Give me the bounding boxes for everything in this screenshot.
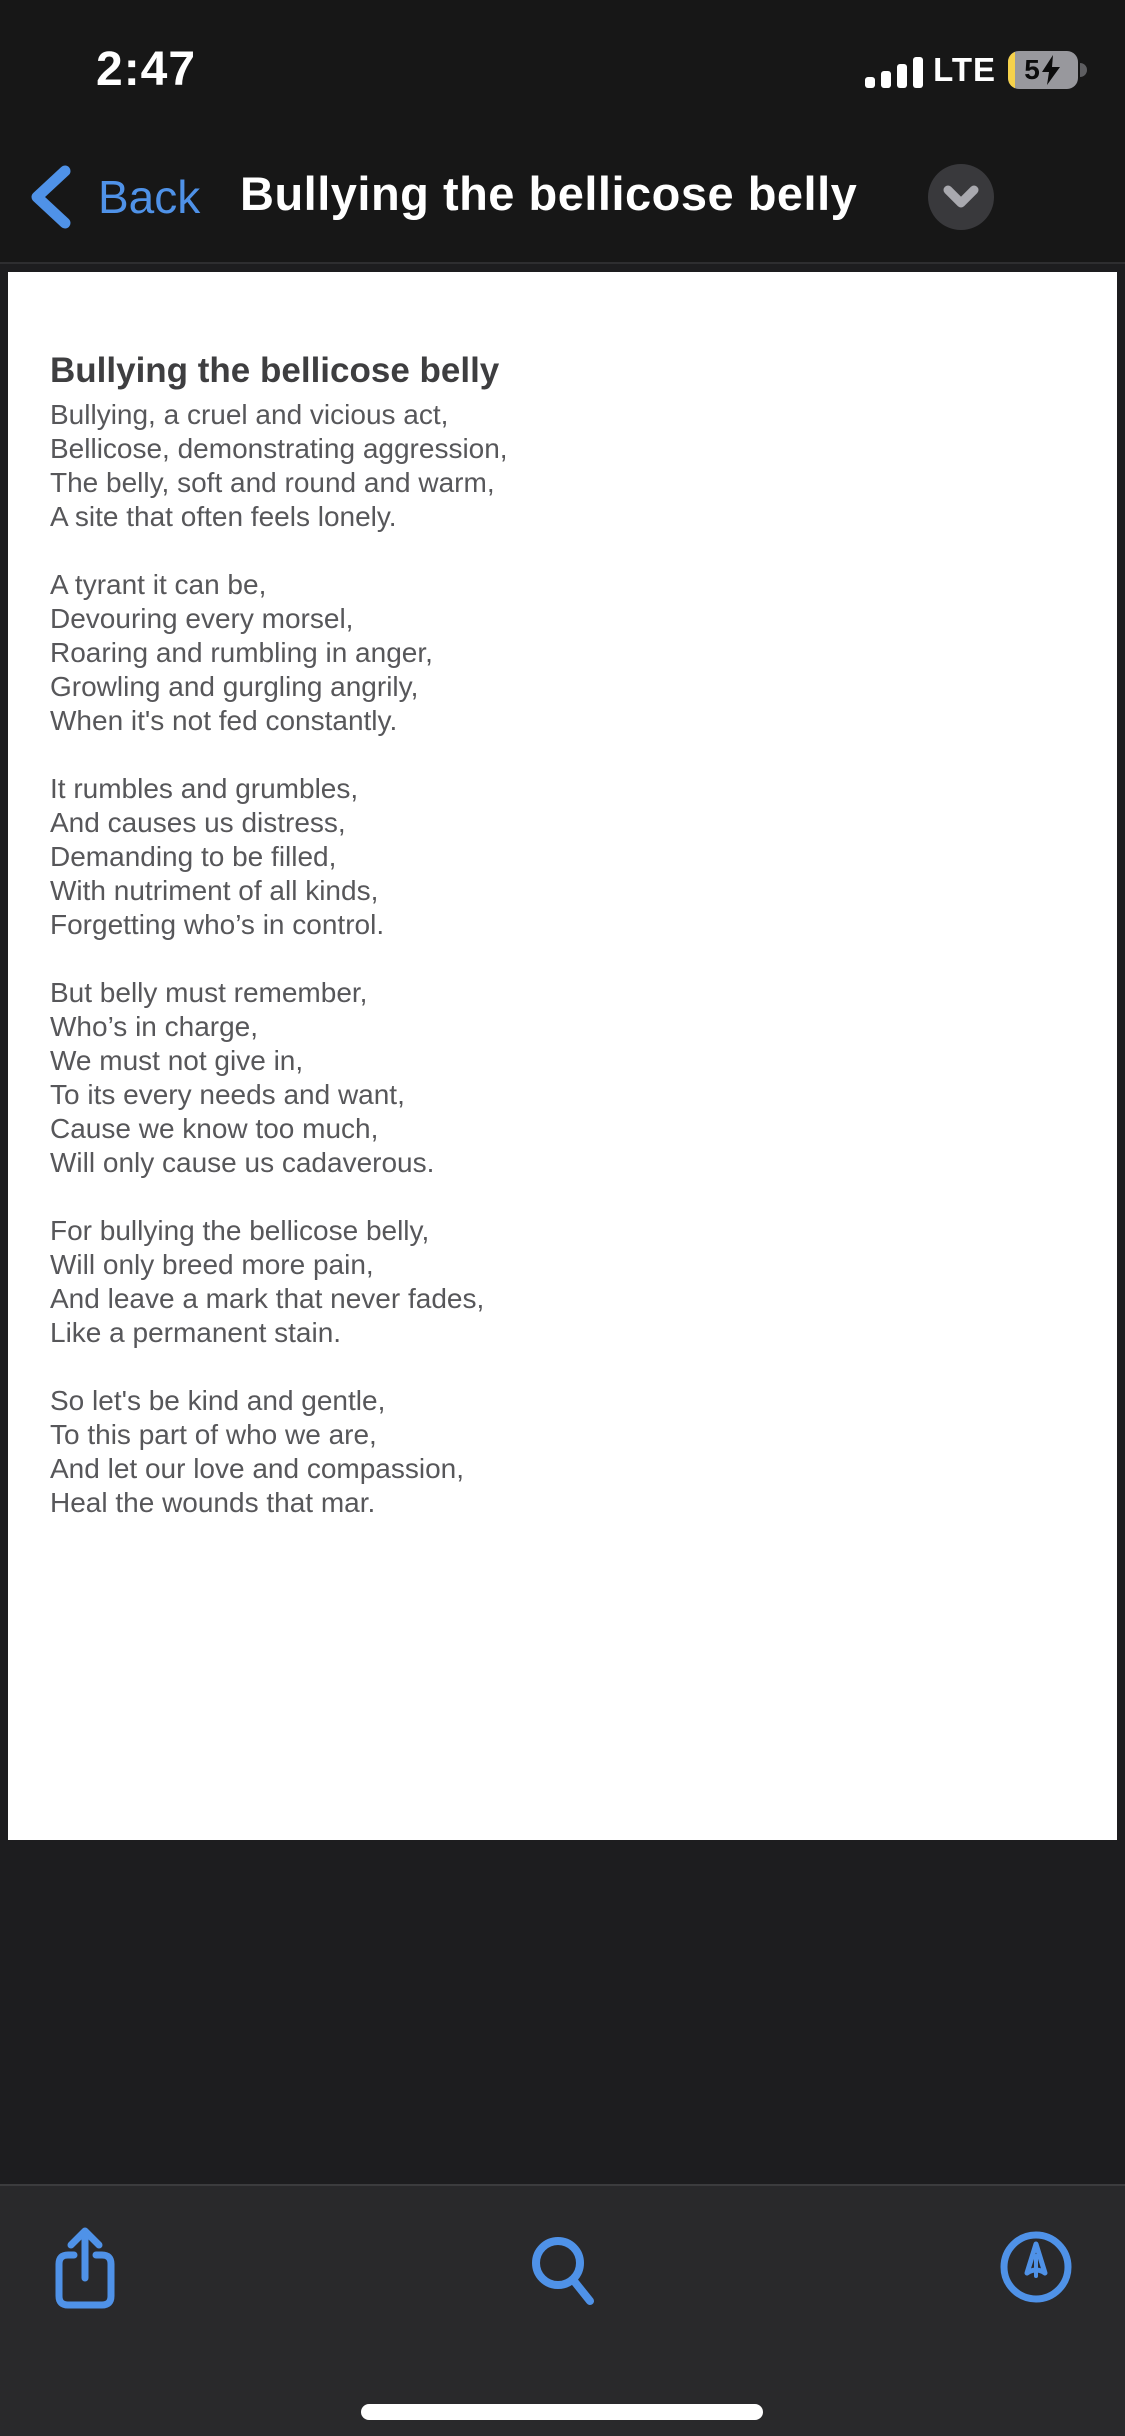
network-type-label: LTE: [933, 51, 996, 88]
poem-line: And let our love and compassion,: [50, 1453, 465, 1484]
markup-button[interactable]: [999, 2230, 1073, 2307]
search-button[interactable]: [529, 2236, 597, 2311]
poem-line: Roaring and rumbling in anger,: [50, 637, 433, 668]
poem-line: Who’s in charge,: [50, 1011, 259, 1042]
poem-line: It rumbles and grumbles,: [50, 773, 359, 804]
poem-line: A tyrant it can be,: [50, 569, 267, 600]
markup-icon: [999, 2230, 1073, 2304]
document-page: [8, 272, 1117, 1840]
battery-cap: [1080, 63, 1087, 77]
poem-line: Demanding to be filled,: [50, 841, 337, 872]
poem-line: Cause we know too much,: [50, 1113, 379, 1144]
poem-line: Devouring every morsel,: [50, 603, 354, 634]
poem-line: So let's be kind and gentle,: [50, 1385, 386, 1416]
chevron-down-icon: [943, 185, 979, 209]
battery-icon: [1008, 51, 1087, 89]
share-button[interactable]: [54, 2226, 116, 2313]
battery-percent: 5: [1024, 54, 1040, 85]
status-time: 2:47: [96, 43, 197, 96]
poem-line: Will only cause us cadaverous.: [50, 1147, 435, 1178]
title-menu-button[interactable]: [928, 164, 994, 230]
poem-line: But belly must remember,: [50, 977, 368, 1008]
charging-bolt-icon: [1040, 55, 1062, 85]
document-title: Bullying the bellicose belly: [50, 351, 500, 390]
top-bars: [0, 0, 1125, 264]
poem-line: And causes us distress,: [50, 807, 346, 838]
bottom-toolbar: [0, 2184, 1125, 2436]
poem-line: With nutriment of all kinds,: [50, 875, 379, 906]
poem-line: When it's not fed constantly.: [50, 705, 398, 736]
poem-stanza: [50, 976, 1077, 1180]
poem-stanza: [50, 1384, 1077, 1520]
poem-line: The belly, soft and round and warm,: [50, 467, 495, 498]
chevron-left-icon[interactable]: [28, 164, 74, 230]
page-title: Bullying the bellicose belly: [240, 167, 858, 220]
poem-line: Like a permanent stain.: [50, 1317, 342, 1348]
poem-line: To this part of who we are,: [50, 1419, 377, 1450]
poem-line: Will only breed more pain,: [50, 1249, 374, 1280]
home-indicator[interactable]: [361, 2404, 763, 2420]
poem-line: Forgetting who’s in control.: [50, 909, 385, 940]
status-icons: [865, 50, 1087, 90]
poem-line: Bellicose, demonstrating aggression,: [50, 433, 508, 464]
poem-line: Growling and gurgling angrily,: [50, 671, 419, 702]
share-icon: [54, 2226, 116, 2310]
poem: [50, 398, 1077, 1520]
poem-line: We must not give in,: [50, 1045, 304, 1076]
signal-bars-icon: [865, 50, 923, 90]
poem-stanza: [50, 1214, 1077, 1350]
poem-line: For bullying the bellicose belly,: [50, 1215, 430, 1246]
poem-line: And leave a mark that never fades,: [50, 1283, 485, 1314]
search-icon: [529, 2236, 597, 2308]
battery-level-fill: [1008, 51, 1015, 89]
poem-stanza: [50, 568, 1077, 738]
back-button[interactable]: Back: [98, 171, 201, 223]
poem-stanza: [50, 398, 1077, 534]
poem-line: Bullying, a cruel and vicious act,: [50, 399, 449, 430]
poem-line: A site that often feels lonely.: [50, 501, 397, 532]
poem-line: To its every needs and want,: [50, 1079, 405, 1110]
poem-stanza: [50, 772, 1077, 942]
poem-line: Heal the wounds that mar.: [50, 1487, 376, 1518]
